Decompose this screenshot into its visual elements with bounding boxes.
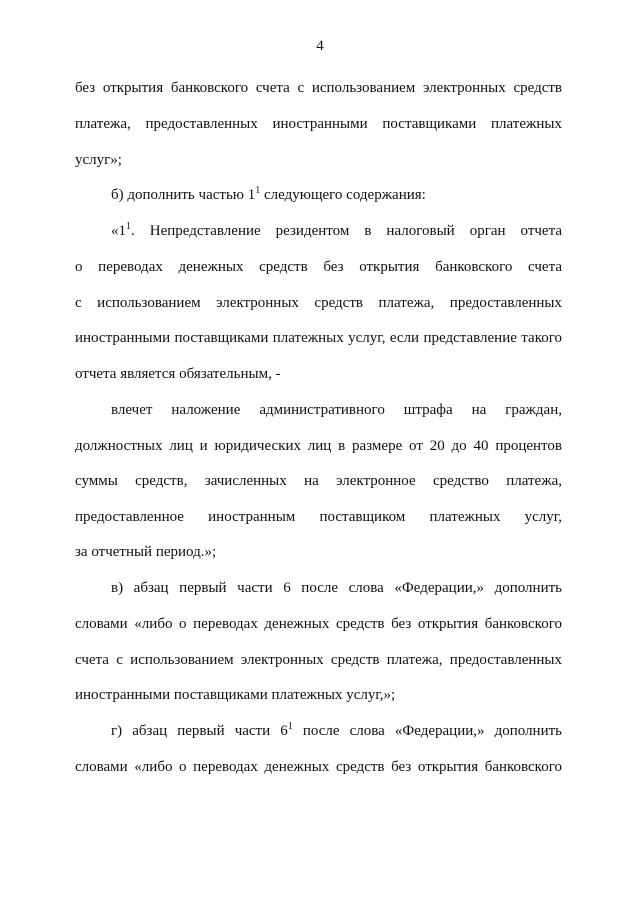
text-line: счета с использованием электронных средств платежа, предоставленных [75,652,562,668]
text-line: словами «либо о переводах денежных средств без открытия банковского [75,759,562,775]
text-line: о переводах денежных средств без открытия банковского счета [75,259,562,275]
text-line [111,221,562,241]
page-number: 4 [316,38,324,54]
text-line: словами «либо о переводах денежных средств без открытия банковского [75,616,562,632]
text-segment: следующего содержания: [260,187,426,203]
superscript: 1 [255,185,261,196]
text-line [111,721,562,741]
text-line: платежа, предоставленных иностранными поставщиками платежных [75,116,562,132]
text-line: иностранными поставщиками платежных услуг, если представление такого [75,330,562,346]
text-segment: . Непредставление резидентом в налоговый орган отчета [131,223,562,239]
text-line: иностранными поставщиками платежных услуг,»; [75,687,396,703]
text-segment: после слова «Федерации,» дополнить [292,723,562,739]
text-line: суммы средств, зачисленных на электронное средство платежа, [75,473,562,489]
text-line: влечет наложение административного штрафа на граждан, [111,402,562,418]
text-line: без открытия банковского счета с использованием электронных средств [75,80,562,96]
text-line: отчета является обязательным, - [75,366,281,382]
text-segment: г) абзац первый части 6 [111,723,288,739]
superscript: 1 [126,221,131,232]
text-line: должностных лиц и юридических лиц в размере от 20 до 40 процентов [75,438,562,454]
text-segment: «1 [111,223,126,239]
text-segment: б) дополнить частью 1 [111,187,256,203]
text-line: с использованием электронных средств платежа, предоставленных [75,295,562,311]
text-line [111,185,562,205]
text-line: за отчетный период.»; [75,544,217,560]
text-line: услуг»; [75,152,122,168]
text-line: в) абзац первый части 6 после слова «Федерации,» дополнить [111,580,562,596]
superscript: 1 [287,721,293,732]
text-line: предоставленное иностранным поставщиком платежных услуг, [75,509,562,525]
